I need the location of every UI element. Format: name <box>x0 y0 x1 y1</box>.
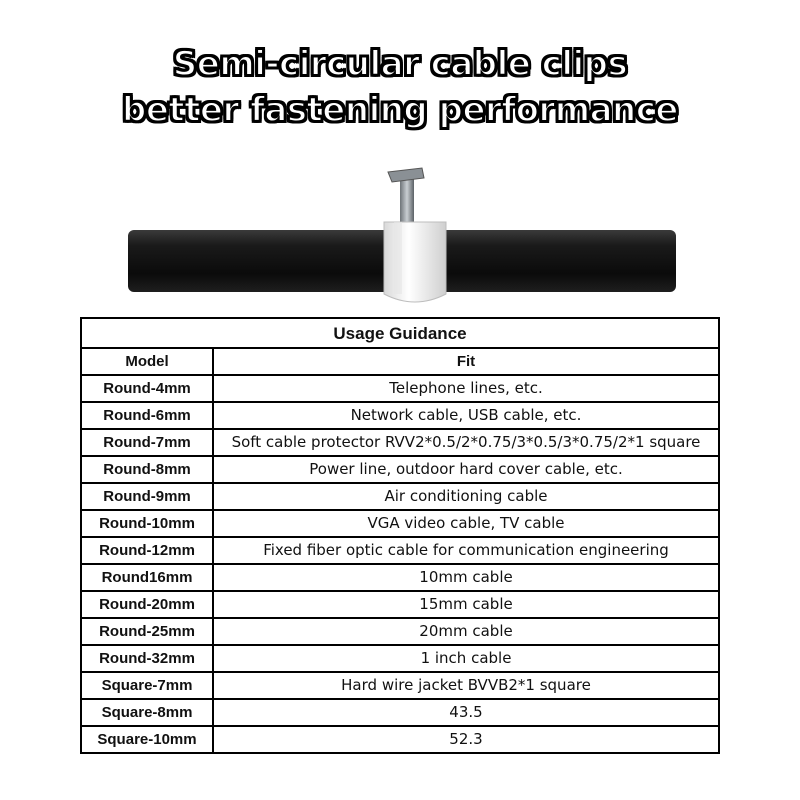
model-cell: Round-7mm <box>81 429 213 456</box>
fit-cell: Telephone lines, etc. <box>213 375 719 402</box>
column-header-model: Model <box>81 348 213 375</box>
fit-cell: 20mm cable <box>213 618 719 645</box>
table-row <box>81 537 719 564</box>
table-row <box>81 402 719 429</box>
model-cell: Round-9mm <box>81 483 213 510</box>
model-cell: Round-20mm <box>81 591 213 618</box>
table-row <box>81 672 719 699</box>
fit-cell: 43.5 <box>213 699 719 726</box>
fit-cell: 15mm cable <box>213 591 719 618</box>
nail-head <box>388 168 424 182</box>
fit-cell: 52.3 <box>213 726 719 753</box>
table-row <box>81 726 719 753</box>
cable-clip-photo <box>0 160 800 310</box>
model-cell: Round-12mm <box>81 537 213 564</box>
table-row <box>81 618 719 645</box>
usage-guidance-table <box>80 317 720 754</box>
white-clip <box>384 222 446 302</box>
headline-line-1: Semi-circular cable clips <box>172 44 628 84</box>
table-row <box>81 699 719 726</box>
model-cell: Round-25mm <box>81 618 213 645</box>
fit-cell: Network cable, USB cable, etc. <box>213 402 719 429</box>
table-row <box>81 456 719 483</box>
fit-cell: 1 inch cable <box>213 645 719 672</box>
fit-cell: 10mm cable <box>213 564 719 591</box>
model-cell: Square-10mm <box>81 726 213 753</box>
model-cell: Round-4mm <box>81 375 213 402</box>
fit-cell: Power line, outdoor hard cover cable, etc. <box>213 456 719 483</box>
model-cell: Round16mm <box>81 564 213 591</box>
fit-cell: Air conditioning cable <box>213 483 719 510</box>
table-row <box>81 564 719 591</box>
table-row <box>81 375 719 402</box>
model-cell: Round-6mm <box>81 402 213 429</box>
model-cell: Round-10mm <box>81 510 213 537</box>
table-row <box>81 483 719 510</box>
table-title: Usage Guidance <box>81 318 719 348</box>
table-row <box>81 429 719 456</box>
table-row <box>81 591 719 618</box>
column-header-fit: Fit <box>213 348 719 375</box>
fit-cell: Soft cable protector RVV2*0.5/2*0.75/3*0.5/3*0.75/2*1 square <box>213 429 719 456</box>
model-cell: Round-32mm <box>81 645 213 672</box>
model-cell: Round-8mm <box>81 456 213 483</box>
headline-line-2: better fastening performance <box>122 90 678 130</box>
model-cell: Square-8mm <box>81 699 213 726</box>
fit-cell: Fixed fiber optic cable for communication engineering <box>213 537 719 564</box>
fit-cell: VGA video cable, TV cable <box>213 510 719 537</box>
table-row <box>81 510 719 537</box>
table-row <box>81 645 719 672</box>
fit-cell: Hard wire jacket BVVB2*1 square <box>213 672 719 699</box>
model-cell: Square-7mm <box>81 672 213 699</box>
